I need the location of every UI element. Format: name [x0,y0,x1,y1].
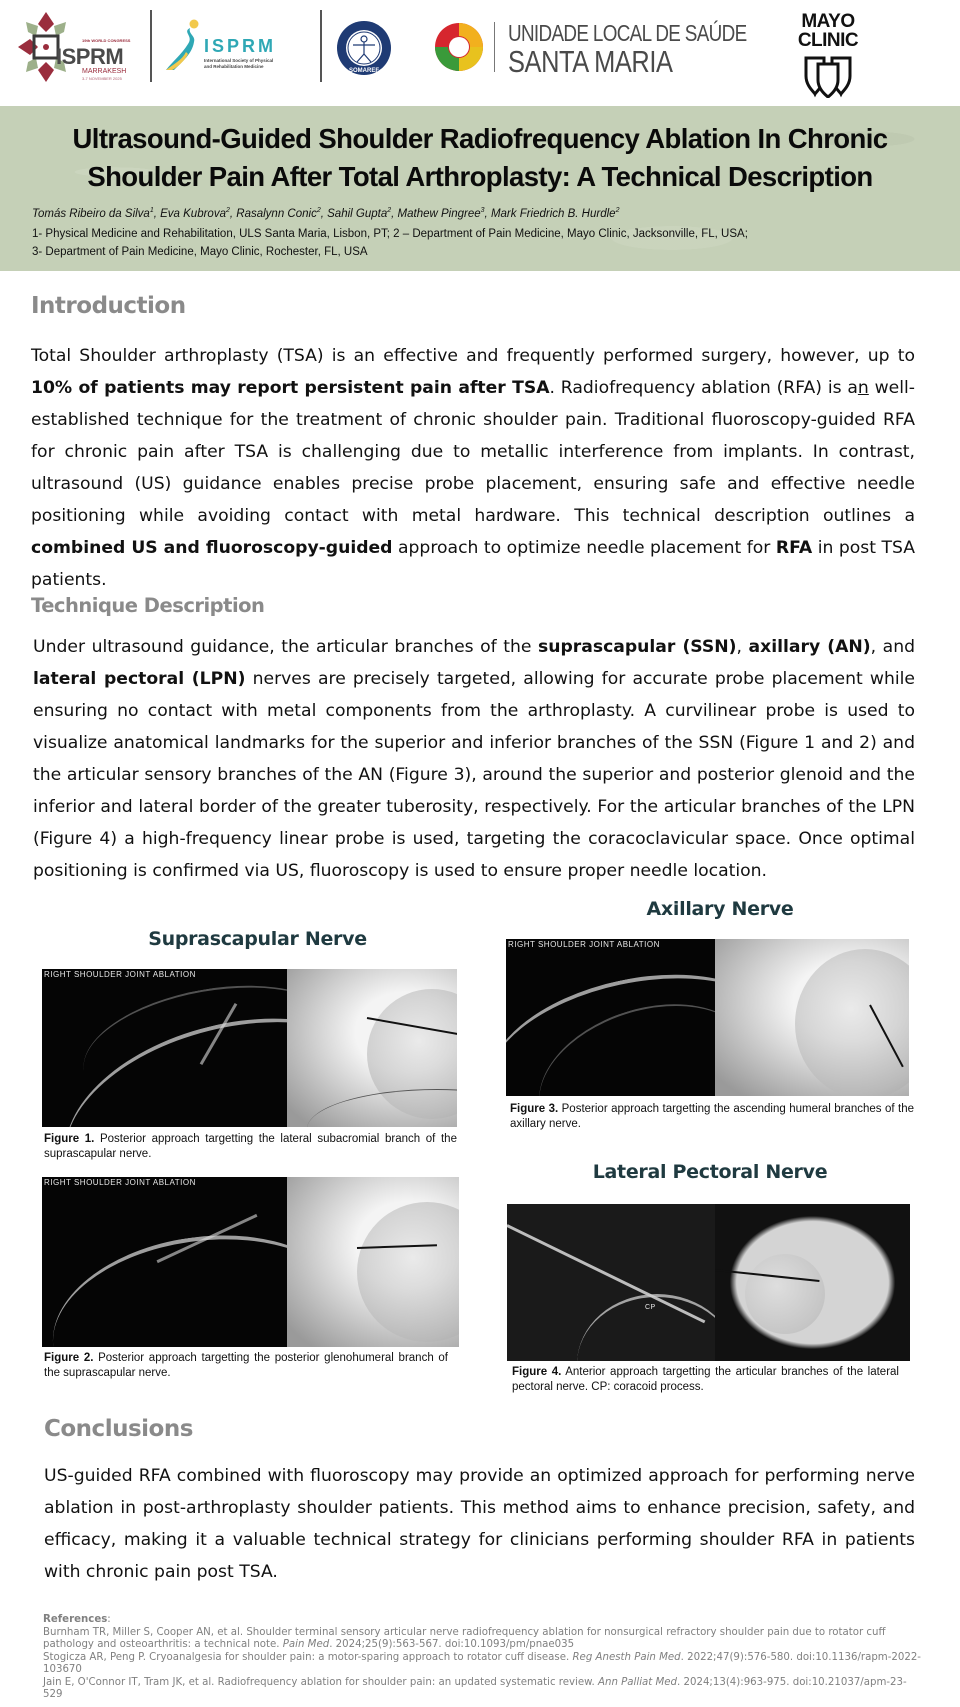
isprm-society-logo [164,18,304,78]
svg-text:SOMAREF: SOMAREF [349,68,379,74]
author-name: Eva Kubrova [160,207,226,220]
isprm-society-subtitle [204,58,273,70]
journal-name: Ann Palliat Med [598,1676,678,1688]
lpn-heading: Lateral Pectoral Nerve [592,1161,828,1183]
text-run: approach to optimize needle placement for [392,538,776,558]
text-run: Under ultrasound guidance, the articular branches of the [33,637,539,657]
references-heading: References [43,1614,108,1625]
congress-name: ISPRM [56,44,124,69]
figure-4-fluoroscopy [715,1204,910,1361]
figure-1-caption [44,1132,457,1162]
reference-item: Burnham TR, Miller S, Cooper AN, et al. Shoulder terminal sensory articular nerve radiofrequency ablation for nonsurgical refractory shoulder pain due to rotator cuff pathology and osteoarthritis: a technical note. Pain Med. 2024;25(9):563-567. doi:10.1093/pm/pnae035 [43,1626,886,1650]
uls-line2: SANTA MARIA [508,44,673,79]
figure-2-caption [44,1351,448,1381]
uls-line1: UNIDADE LOCAL DE SAÚDE [508,20,747,46]
author-list: Tomás Ribeiro da Silva$^1$, Eva Kubrova$^2$, Rasalynn Conic$^2$, Sahil Gupta$^2$, Mathew Pingree$^3$, Mark Friedrich B. Hurdle$^2$ [32,207,620,220]
author-affiliation-number: 2 [316,207,321,214]
humeral-head [795,949,909,1096]
isprm-congress-logo [16,10,134,84]
logo-divider [150,10,152,82]
introduction-heading: Introduction [31,293,186,319]
figure-1-text: Posterior approach targetting the lateral subacromial branch of the suprascapular nerve. [44,1133,457,1160]
isprm-society-name: ISPRM [204,36,277,56]
mayo-clinic-logo [790,12,866,98]
figure-4-caption [512,1365,899,1395]
introduction-paragraph [31,340,915,596]
author-name: Mark Friedrich B. Hurdle [490,207,616,220]
congress-edition: 19th WORLD CONGRESS [82,38,131,43]
title-line1: Ultrasound-Guided Shoulder Radiofrequency Ablation In Chronic [72,123,888,154]
text-run: in post TSA patients. [31,538,915,590]
figure-1-ultrasound [42,969,287,1127]
bold-text: RFA [775,538,813,558]
technique-heading: Technique Description [31,594,265,617]
figure-4-image [507,1204,910,1361]
text-run: Total Shoulder arthroplasty (TSA) is an effective and frequently performed surgery, however, up to [31,346,915,366]
figure-4-label: Figure 4. [512,1366,562,1378]
conclusions-heading: Conclusions [44,1416,193,1442]
figure-1-image [42,969,457,1127]
logo-divider [320,10,322,82]
affiliation-line1: 1- Physical Medicine and Rehabilitation, ULS Santa Maria, Lisbon, PT; 2 – Department of Pain Medicine, Mayo Clinic, Jacksonville, FL, USA; [32,228,748,240]
figure-3-ultrasound [506,939,715,1096]
an-heading: Axillary Nerve [646,898,794,920]
bold-text: axillary (AN) [748,637,871,657]
bone-echo [42,1217,287,1347]
author-name: Sahil Gupta [327,207,388,220]
figure-1-fluoroscopy [287,969,457,1127]
coracoid [745,1254,825,1334]
bold-text: 10% of patients may report persistent pain after TSA [31,378,550,398]
figure-2-image [42,1177,459,1347]
figure-4-ultrasound [507,1204,715,1361]
author-affiliation-number: 2 [225,207,230,214]
title-line2: Shoulder Pain After Total Arthroplasty: A Technical Description [87,161,873,192]
isprm-figure-icon [164,18,206,72]
author-name: Mathew Pingree [397,207,481,220]
humeral-head [357,1202,459,1342]
figure-4-text: Anterior approach targetting the articular branches of the lateral pectoral nerve. CP: coracoid process. [512,1366,899,1393]
author-affiliation-number: 2 [615,207,620,214]
technique-paragraph [33,631,915,887]
figure-3-caption [510,1102,914,1132]
text-run: , and [870,637,915,657]
journal-name: Reg Anesth Pain Med [572,1651,681,1663]
figure-2-text: Posterior approach targetting the posterior glenohumeral branch of the suprascapular nerve. [44,1352,448,1379]
bold-text: suprascapular (SSN) [538,637,737,657]
affiliation-line2: 3- Department of Pain Medicine, Mayo Clinic, Rochester, FL, USA [32,246,368,258]
uls-santa-maria-logo [434,18,764,78]
bold-text: combined US and fluoroscopy-guided [31,538,393,558]
figure-3-label: Figure 3. [510,1103,559,1115]
text-run: well-established technique for the treatment of chronic shoulder pain. Traditional fluoroscopy-guided RFA for chronic pain after TSA is challenging due to metallic interference from implants. In contrast, ultrasound (US) guidance enables precise probe placement, ensuring safe and effective needle positioning while avoiding contact with metal hardware. This technical description outlines a [31,378,915,526]
ultrasound-label: RIGHT SHOULDER JOINT ABLATION [44,1178,196,1187]
text-run: . Radiofrequency ablation (RFA) is a [549,378,858,398]
text-run: nerves are precisely targeted, allowing for accurate probe placement while ensuring no contact with metal components from the arthroplasty. A curvilinear probe is used to visualize anatomical landmarks for the superior and inferior branches of the SSN (Figure 1 and 2) and the articular sensory branches of the AN (Figure 3), around the superior and posterior glenoid and the inferior and lateral border of the greater tuberosity, respectively. For the articular branches of the LPN (Figure 4) a high-frequency linear probe is used, targeting the coracoclavicular space. Once optimal positioning is confirmed via US, fluoroscopy is used to ensure proper needle location. [33,669,915,881]
author-affiliation-number: 3 [480,207,485,214]
mayo-line1: MAYO [801,11,855,32]
author-name: Tomás Ribeiro da Silva [32,207,150,220]
figure-1-label: Figure 1. [44,1133,95,1145]
congress-city: MARRAKESH [82,68,127,75]
reference-item: Stogicza AR, Peng P. Cryoanalgesia for shoulder pain: a motor-sparing approach to rotator cuff disease. Reg Anesth Pain Med. 2022;47(9):576-580. doi:10.1136/rapm-2022-103670 [43,1651,921,1675]
bold-text: lateral pectoral (LPN) [33,669,246,689]
author-affiliation-number: 1 [149,207,154,214]
congress-dates: 3-7 NOVEMBER 2025 [82,76,122,81]
author-name: Rasalynn Conic [236,207,317,220]
somaref-logo [336,20,392,76]
reference-item: Jain E, O'Connor IT, Tram JK, et al. Radiofrequency ablation for shoulder pain: an updated systematic review. Ann Palliat Med. 2024;13(4):963-975. doi:10.21037/apm-23-529 [43,1676,907,1700]
text-run: , [736,637,749,657]
cp-label: CP [645,1304,656,1311]
figure-3-text: Posterior approach targetting the ascending humeral branches of the axillary nerve. [510,1103,914,1130]
isprm-subtitle-line1: International Society of Physical [204,58,274,63]
ultrasound-label: RIGHT SHOULDER JOINT ABLATION [44,970,196,979]
conclusions-paragraph: US-guided RFA combined with fluoroscopy may provide an optimized approach for performing nerve ablation in post-arthroplasty shoulder patients. This method aims to enhance precision, safety, and efficacy, making it a valuable technical strategy for clinicians performing shoulder RFA in patients with chronic pain post TSA. [44,1466,915,1582]
underlined-text: n [857,378,869,398]
title-band [0,106,960,271]
isprm-subtitle-line2: and Rehabilitation Medicine [204,64,264,69]
poster-title [20,120,940,196]
author-affiliation-number: 2 [387,207,392,214]
journal-name: Pain Med [282,1639,330,1650]
figure-3-fluoroscopy [715,939,909,1096]
uls-ring-icon [434,22,484,72]
mayo-shields-icon [802,54,854,98]
wire [307,1089,457,1127]
uls-separator [494,22,495,72]
figure-2-label: Figure 2. [44,1352,94,1364]
figure-2-fluoroscopy [287,1177,459,1347]
references: References: Burnham TR, Miller S, Cooper AN, et al. Shoulder terminal sensory articular nerve radiofrequency ablation for nonsurgical refractory shoulder pain due to rotator cuff pathology and osteoarthritis: a technical note. Pain Med. 2024;25(9):563-567. doi:10.1093/pm/pnae035 Stogicza AR, Peng P. Cryoanalgesia for shoulder pain: a motor-sparing approach to rotator cuff disease. Reg Anesth Pain Med. 2022;47(9):576-580. doi:10.1136/rapm-2022-103670 Jain E, O'Connor IT, Tram JK, et al. Radiofrequency ablation for shoulder pain: an updated systematic review. Ann Palliat Med. 2024;13(4):963-975. doi:10.21037/apm-23-529 [43,1614,923,1702]
figure-3-image [506,939,909,1096]
somaref-seal-icon [336,20,392,76]
ssn-heading: Suprascapular Nerve [148,928,367,950]
figure-2-ultrasound [42,1177,287,1347]
logo-bar [0,0,960,106]
ultrasound-label: RIGHT SHOULDER JOINT ABLATION [508,940,660,949]
mayo-line2: CLINIC [797,30,859,51]
